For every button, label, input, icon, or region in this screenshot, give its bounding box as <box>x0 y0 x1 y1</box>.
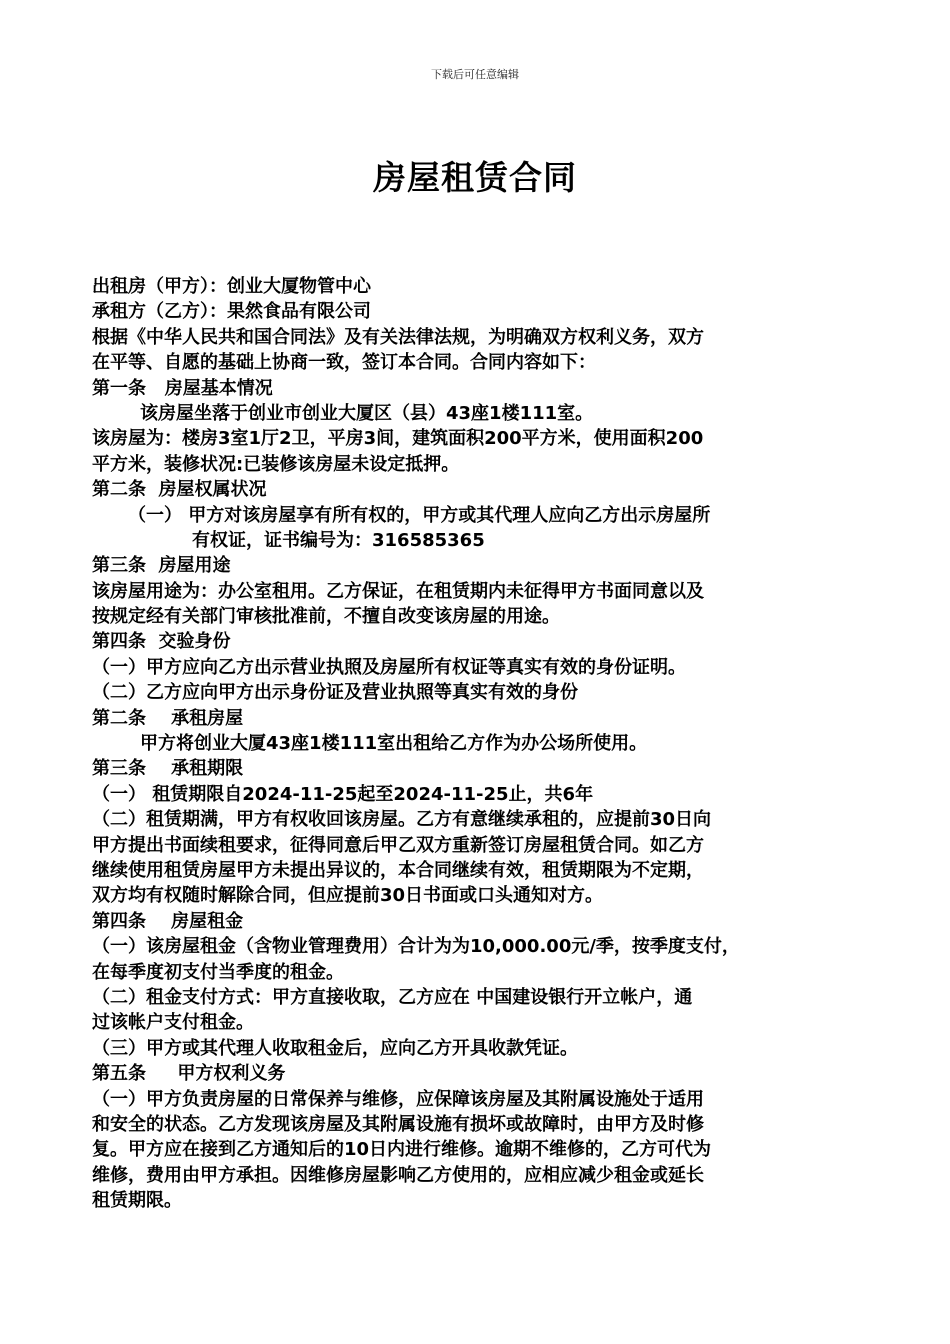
contract-line: 和安全的状态。乙方发现该房屋及其附属设施有损坏或故障时，由甲方及时修 <box>92 1113 704 1135</box>
contract-line: 有权证，证书编号为：316585365 <box>192 529 485 551</box>
contract-line: 第四条 房屋租金 <box>92 910 244 932</box>
contract-line: 租赁期限。 <box>92 1190 182 1212</box>
contract-line: 甲方将创业大厦43座1楼111室出租给乙方作为办公场所使用。 <box>140 733 648 755</box>
document-title: 房屋租赁合同 <box>373 158 577 197</box>
contract-line: 复。甲方应在接到乙方通知后的10日内进行维修。逾期不维修的，乙方可代为 <box>92 1139 712 1161</box>
contract-line: （一） 租赁期限自2024-11-25起至2024-11-25止，共6年 <box>92 783 594 805</box>
contract-line: 第三条 承租期限 <box>92 758 244 780</box>
contract-line: 第五条 甲方权利义务 <box>92 1063 286 1085</box>
contract-line: （一）甲方应向乙方出示营业执照及房屋所有权证等真实有效的身份证明。 <box>92 656 686 678</box>
contract-line: 该房屋用途为：办公室租用。乙方保证，在租赁期内未征得甲方书面同意以及 <box>92 580 704 602</box>
contract-line: 根据《中华人民共和国合同法》及有关法律法规，为明确双方权利义务，双方 <box>92 326 704 348</box>
contract-line: （三）甲方或其代理人收取租金后，应向乙方开具收款凭证。 <box>92 1037 578 1059</box>
contract-line: 第二条 房屋权属状况 <box>92 479 267 501</box>
contract-line: 第三条 房屋用途 <box>92 555 231 577</box>
contract-line: 平方米，装修状况:已装修该房屋未设定抵押。 <box>92 453 460 475</box>
contract-line: （二）租金支付方式：甲方直接收取，乙方应在 中国建设银行开立帐户，通 <box>92 986 693 1008</box>
contract-body <box>92 274 882 1213</box>
contract-line: 在平等、自愿的基础上协商一致，签订本合同。合同内容如下： <box>92 352 596 374</box>
contract-line: 双方均有权随时解除合同，但应提前30日书面或口头通知对方。 <box>92 885 604 907</box>
contract-line: 维修，费用由甲方承担。因维修房屋影响乙方使用的，应相应减少租金或延长 <box>92 1164 704 1186</box>
contract-line: 该房屋坐落于创业市创业大厦区（县）43座1楼111室。 <box>140 402 594 424</box>
contract-line: 第四条 交验身份 <box>92 631 231 653</box>
contract-line: 出租房（甲方）：创业大厦物管中心 <box>92 276 371 297</box>
contract-line: （一） 甲方对该房屋享有所有权的，甲方或其代理人应向乙方出示房屋所 <box>128 504 711 526</box>
contract-line: （二）租赁期满，甲方有权收回该房屋。乙方有意继续承租的，应提前30日向 <box>92 809 712 831</box>
contract-line: （一）甲方负责房屋的日常保养与维修，应保障该房屋及其附属设施处于适用 <box>92 1088 704 1110</box>
page-header-note: 下载后可任意编辑 <box>431 68 519 81</box>
contract-line: 在每季度初支付当季度的租金。 <box>92 961 344 983</box>
contract-line: 按规定经有关部门审核批准前，不擅自改变该房屋的用途。 <box>92 606 560 628</box>
contract-line: 过该帐户支付租金。 <box>92 1012 254 1034</box>
contract-line: 该房屋为：楼房3室1厅2卫，平房3间，建筑面积200平方米，使用面积200 <box>92 428 704 450</box>
contract-line: 继续使用租赁房屋甲方未提出异议的，本合同继续有效，租赁期限为不定期， <box>92 859 704 881</box>
contract-line: 第二条 承租房屋 <box>92 707 244 729</box>
contract-line: （二）乙方应向甲方出示身份证及营业执照等真实有效的身份 <box>92 682 578 704</box>
contract-line: 第一条 房屋基本情况 <box>92 377 273 399</box>
contract-line: （一）该房屋租金（含物业管理费用）合计为为10,000.00元/季，按季度支付， <box>92 936 740 958</box>
contract-line: 承租方（乙方）：果然食品有限公司 <box>92 301 371 323</box>
contract-line: 甲方提出书面续租要求，征得同意后甲乙双方重新签订房屋租赁合同。如乙方 <box>92 834 704 856</box>
